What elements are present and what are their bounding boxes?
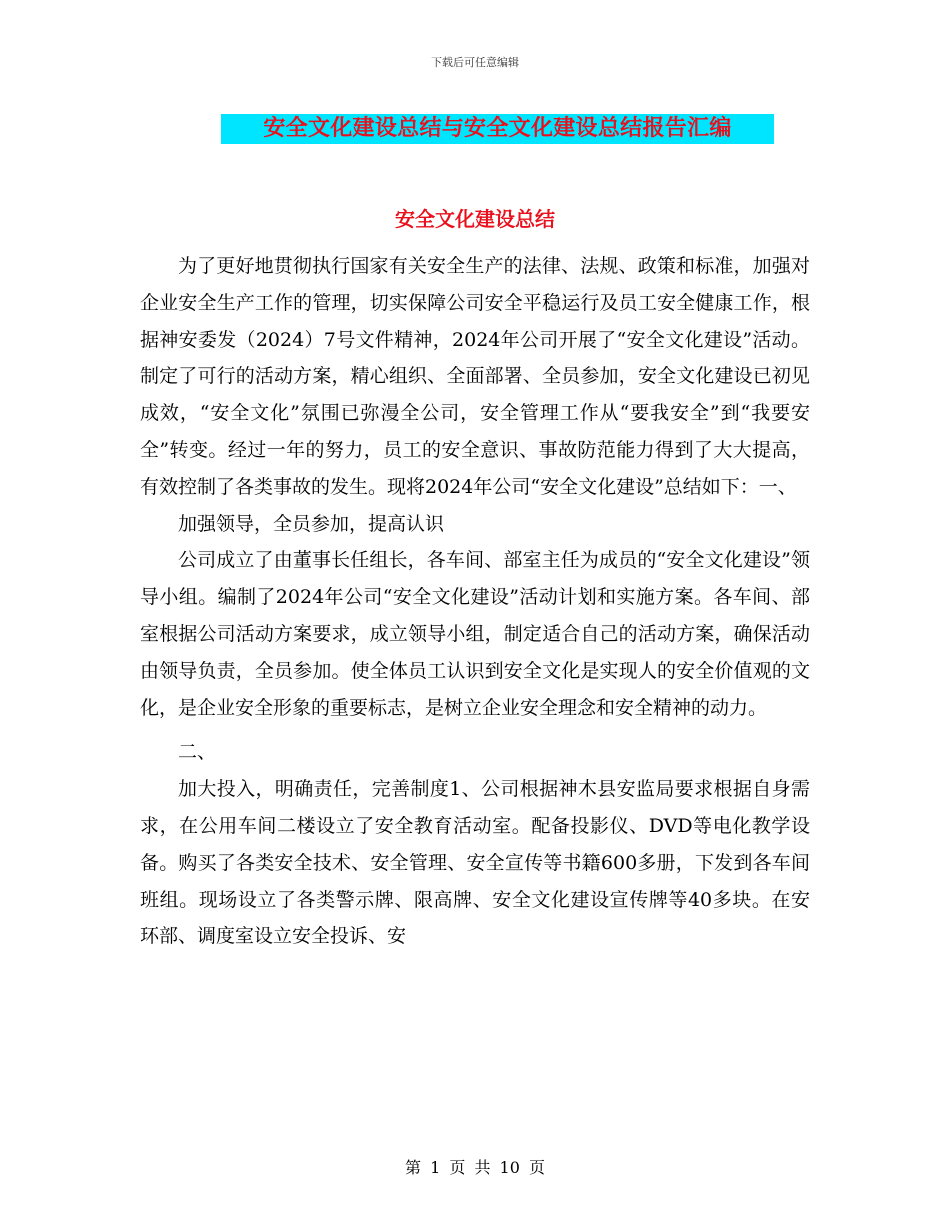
paragraph-heading-one: 加强领导，全员参加，提高认识 [178, 512, 445, 535]
header-note: 下载后可任意编辑 [431, 56, 519, 69]
paragraph-intro: 为了更好地贯彻执行国家有关安全生产的法律、法规、政策和标准，加强对企业安全生产工作的管理，切实保障公司安全平稳运行及员工安全健康工作，根据神安委发（2024）7号文件精神，2024年公司开展了“安全文化建设”活动。制定了可行的活动方案，精心组织、全面部署、全员参加，安全文化建设已初见成效，“安全文化”氛围已弥漫全公司，安全管理工作从“要我安全”到“我要安全”转变。经过一年的努力，员工的安全意识、事故防范能力得到了大大提高，有效控制了各类事故的发生。现将2024年公司“安全文化建设”总结如下：一、 [140, 255, 810, 498]
page-footer: 第 1 页 共 10 页 [405, 1158, 545, 1177]
paragraph-investment: 加大投入，明确责任，完善制度1、公司根据神木县安监局要求根据自身需求，在公用车间二楼设立了安全教育活动室。配备投影仪、DVD等电化教学设备。购买了各类安全技术、安全管理、安全宣传等书籍600多册，下发到各车间班组。现场设立了各类警示牌、限高牌、安全文化建设宣传牌等40多块。在安环部、调度室设立安全投诉、安 [140, 778, 810, 948]
document-body [140, 248, 810, 955]
paragraph-heading-two: 二、 [178, 741, 217, 764]
paragraph-leadership: 公司成立了由董事长任组长，各车间、部室主任为成员的“安全文化建设”领导小组。编制了2024年公司“安全文化建设”活动计划和实施方案。各车间、部室根据公司活动方案要求，成立领导小组，制定适合自己的活动方案，确保活动由领导负责，全员参加。使全体员工认识到安全文化是实现人的安全价值观的文化，是企业安全形象的重要标志，是树立企业安全理念和安全精神的动力。 [140, 549, 810, 719]
main-title-highlight [221, 114, 774, 144]
section-title: 安全文化建设总结 [395, 207, 555, 231]
main-title: 安全文化建设总结与安全文化建设总结报告汇编 [263, 116, 732, 141]
